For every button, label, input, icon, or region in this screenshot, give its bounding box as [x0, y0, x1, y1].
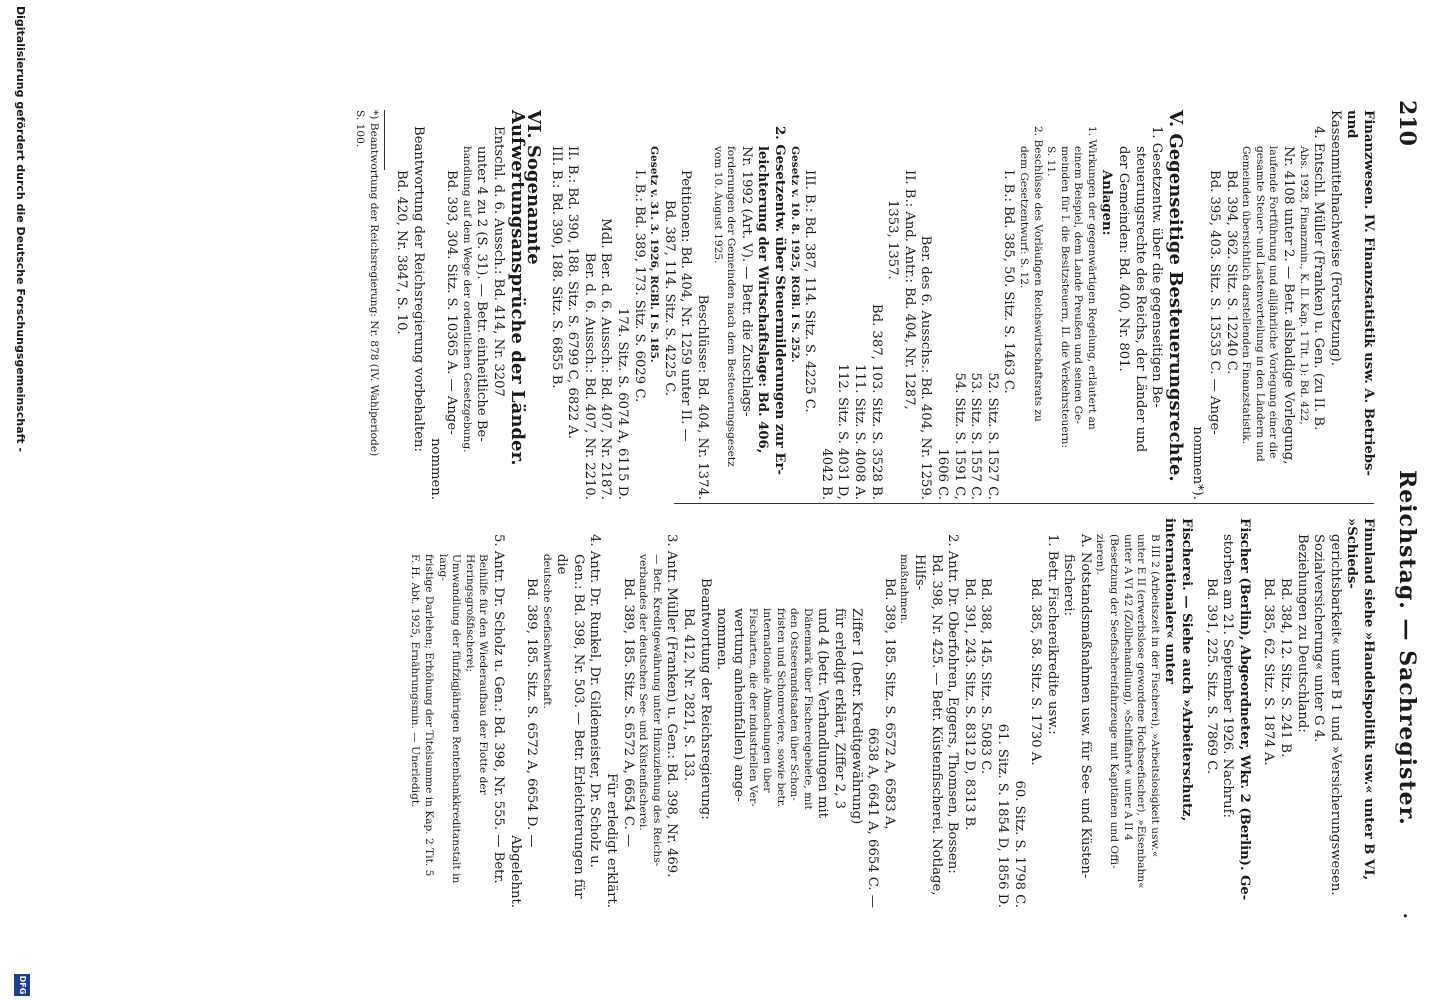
- left-column-line: forderungen der Gemeinden nach dem Besteuerungsgesetz: [725, 146, 738, 467]
- right-column-line: Dänemark über Fischereigebiete, mit: [801, 608, 814, 810]
- right-column-line: Bd. 385, 62. Sitz. S. 1874 A.: [1261, 578, 1277, 766]
- right-column-line: nommen.: [714, 608, 730, 670]
- right-column-line: Fischarten, die der industriellen Ver-: [747, 608, 760, 807]
- left-column-line: Entschl. d. 6. Aussch.: Bd. 414, Nr. 3207: [490, 126, 506, 397]
- right-column-line: Bd. 385, 58. Sitz. S. 1730 A.: [1028, 578, 1044, 766]
- left-column-line: Finanzwesen. IV. Finanzstatistik usw. A. Betriebs- und: [1344, 110, 1376, 476]
- left-column-line: II. B.: And. Antr.: Bd. 404, Nr. 1287,: [901, 170, 917, 410]
- left-column-line: 54. Sitz. S. 1591 C,: [951, 372, 967, 500]
- page-number: 210: [1394, 100, 1420, 146]
- left-column-line: gesamte Steuer- und Lastenverteilung in den Ländern und: [1253, 146, 1266, 462]
- left-column-line: I. B.: Bd. 389, 173. Sitz. S. 6029 C.: [631, 170, 647, 403]
- left-column-line: Bd. 420, Nr. 3847, S. 10.: [394, 170, 410, 335]
- right-column-line: wertung anheimfallen) ange-: [730, 608, 746, 802]
- right-column-line: Bd. 391, 225. Sitz. S. 7869 C.: [1203, 578, 1219, 775]
- right-column-line: und 4 (betr. Verhandlungen mit: [815, 608, 831, 818]
- right-column-line: internationale Abmachungen über: [761, 608, 774, 793]
- left-column-line: leichterung der Wirtschaftslage: Bd. 406,: [755, 146, 771, 454]
- right-column-line: [1252, 518, 1260, 908]
- column-divider: [674, 503, 1374, 504]
- right-column-line: Bd. 389, 185. Sitz. S. 6572 A, 6654 C. —: [620, 578, 636, 848]
- left-column-line: Abs. 1928, Finanzmin., K. II. Kap. 1 Tit. 1): Bd. 422,: [1297, 146, 1310, 425]
- right-column-line: verbandes der deutschen See- und Küstenfischerei.: [637, 554, 650, 831]
- page-header: [1386, 100, 1426, 920]
- left-column-line: Ber. des 6. Ausschs.: Bd. 404, Nr. 1259.: [918, 235, 934, 500]
- right-column-line: Bd. 398, Nr. 425. — Betr. Küstenfischerei. Notlage, Hilfs-: [911, 554, 944, 896]
- right-column-line: 60. Sitz. S. 1798 C.: [1011, 780, 1027, 908]
- left-column-line: Mdl. Ber. d. 6. Aussch.: Bd. 407, Nr. 2187.: [598, 218, 614, 500]
- left-column-line: steuerungsrechte des Reichs, der Länder und: [1132, 146, 1148, 453]
- right-column-line: — Betr. Kreditgewährung unter Hinzuziehung des Reichs-: [650, 554, 663, 867]
- right-column-line: den Ostseerandstaaten über Schon-: [788, 608, 801, 801]
- left-column-line: dem Gesetzentwurf: S. 12.: [1017, 146, 1030, 289]
- left-column-line: 1. Wirkungen der gegenwärtigen Regelung, erläutert an: [1085, 126, 1098, 430]
- right-column-line: Für erledigt erklärt.: [604, 773, 620, 908]
- left-column-line: Gesetz v. 10. 8. 1925, RGBl. I S. 252.: [788, 146, 801, 363]
- left-column-line: 174. Sitz. S. 6074 A, 6115 D.: [615, 307, 631, 500]
- right-column-line: Bd. 389, 185. Sitz. S. 6572 A, 6583 A,: [881, 578, 897, 830]
- left-column-line: nommen.: [427, 438, 443, 500]
- left-column-line: Beschlüsse: Bd. 404, Nr. 1374.: [695, 294, 711, 500]
- left-column-line: Bd. 387, 114. Sitz. S. 4225 C.: [661, 200, 677, 397]
- right-column-line: fischerei:: [1061, 554, 1077, 617]
- left-column-line: handlung auf dem Wege der ordentlichen Gesetzgebung.: [460, 146, 473, 453]
- left-column-line: einem Beispiel, dem Lande Preußen und seinen Ge-: [1072, 146, 1085, 424]
- right-column-line: Bd. 384, 12. Sitz. S. 241 B.: [1278, 578, 1294, 758]
- left-column-line: Beantwortung der Reichsregierung vorbehalten:: [410, 126, 426, 452]
- left-column-line: 111. Sitz. S. 4008 A.: [852, 364, 867, 500]
- right-column-line: Beantwortung der Reichsregierung:: [697, 578, 713, 820]
- left-column-line: S. 11.: [1045, 146, 1058, 177]
- left-column-line: III. B.: Bd. 390, 188. Sitz. S. 6855 B.: [548, 146, 564, 389]
- left-column-line: I. B.: Bd. 385, 50. Sitz. S. 1463 C.: [1001, 170, 1017, 394]
- left-column-line: Nr. 4108 unter 2. — Betr. alsbaldige Vorlegung,: [1281, 146, 1297, 465]
- right-column-line: Ziffer 1 (betr. Kreditgewährung): [848, 608, 864, 825]
- header-mark: .: [1398, 912, 1426, 920]
- left-column-line: vom 10. August 1925.: [711, 146, 724, 264]
- left-column-line: 1353, 1357.: [885, 200, 901, 280]
- right-column-line: Sozialversicherung« unter G 4.: [1311, 534, 1327, 743]
- right-column-line: Umwandlung der fünfzigjährigen Rentenbankkreditanstalt in lang-: [436, 554, 463, 884]
- left-column-line: Anlagen:: [1099, 170, 1115, 236]
- right-column-line: fristige Darlehen; Erhöhung der Titelsumme in Kap. 2 Tit. 5: [422, 554, 435, 877]
- right-column-line: Bd. 388, 145. Sitz. S. 5083 C.: [978, 578, 994, 775]
- running-title: Reichstag. — Sachregister.: [1394, 470, 1420, 826]
- left-column-line: 4. Entschl. Müller (Franken) u. Gen. (zu II. B.: [1311, 126, 1327, 431]
- left-column-line: VI. Sogenannte Aufwertungsansprüche der Länder.: [506, 110, 545, 466]
- left-column-line: 1. Gesetzentw. über die gegenseitigen Be-: [1149, 126, 1165, 408]
- left-column-line: 4042 B.: [818, 448, 834, 500]
- right-column-line: Beziehungen zu Deutschland:: [1294, 534, 1310, 733]
- right-column-line: B III 2 (Arbeitszeit in der Fischerei), »Arbeitslosigkeit usw.«: [1148, 534, 1161, 858]
- left-column-line: Bd. 394, 362. Sitz. S. 12240 C.: [1223, 170, 1239, 375]
- right-column-line: gerichtsbarkeit« unter B 1 und »Versicherungswesen.: [1327, 534, 1343, 896]
- left-column-line: der Gemeinden: Bd. 400, Nr. 801.: [1116, 146, 1132, 372]
- left-column-line: II. B.: Bd. 390, 188. Sitz. S. 6799 C, 6822 A.: [565, 146, 581, 440]
- left-column-line: Gemeinden übersichtlich darstellenden Finanzstatistik.: [1240, 146, 1253, 445]
- right-column-line: fristen und Schonreviere, sowie betr.: [774, 608, 787, 808]
- right-column-line: Bd. 412, Nr. 2821, S. 133.: [681, 608, 697, 782]
- right-column-line: 6638 A, 6641 A, 6654 C. —: [865, 727, 881, 908]
- left-column-line: 52. Sitz. S. 1527 C.: [984, 372, 1000, 500]
- left-column-line: 112. Sitz. S. 4031 D,: [835, 363, 851, 500]
- right-column-line: Beihilfe für den Wiederaufbau der Flotte der Heringsgroßfischerei;: [463, 554, 490, 795]
- right-column-line: Bd. 389, 185. Sitz. S. 6572 A, 6654 D. —: [524, 578, 540, 848]
- right-column-line: 5. Antr. Dr. Scholz u. Gen.: Bd. 398, Nr. 555. — Betr.: [490, 534, 506, 884]
- digitization-credit: [8, 6, 32, 996]
- right-column-line: (Besetzung der Seefischereifahrzeuge mit Kapitänen und Offi-: [1108, 534, 1121, 869]
- right-column-line: deutsche Seefischwirtschaft.: [540, 554, 553, 709]
- left-column-line: III. B.: Bd. 387, 114. Sitz. S. 4225 C.: [802, 170, 818, 413]
- credit-text: Digitalisierung gefördert durch die Deutsche Forschungsgemeinschaft -: [14, 6, 27, 453]
- left-column-line: 2. Gesetzentw. über Steuermilderungen zur Er-: [772, 126, 788, 475]
- right-column-line: maßnahmen.: [898, 554, 911, 624]
- right-column-line: Fischerei. — Siehe auch »Arbeiterschutz, internationaler« unter: [1162, 518, 1195, 822]
- right-column-line: A. Notstandsmaßnahmen usw. für See- und Küsten-: [1077, 534, 1093, 879]
- left-column-line: Kassenmittelnachweise (Fortsetzung).: [1327, 110, 1343, 366]
- left-column-line: 1606 C.: [934, 448, 950, 500]
- left-column-line: Nr. 1992 (Art. V). — Betr. die Zuschlags-: [738, 146, 754, 417]
- right-column-line: Fischer (Berlin), Abgeordneter, Wkr. 2 (Berlin). Ge-: [1236, 518, 1252, 901]
- right-column-line: 1. Betr. Fischereikredite usw.:: [1044, 534, 1060, 735]
- right-column-line: Bd. 391, 243. Sitz. S. 8312 D, 8313 B.: [961, 578, 977, 831]
- right-column-line: Finnland siehe »Handelspolitik usw.« unter B VI, »Schieds-: [1344, 518, 1376, 881]
- right-column-line: [1194, 518, 1202, 908]
- left-column-line: Bd. 395, 403. Sitz. S. 13535 C. — Ange-: [1207, 170, 1223, 435]
- footnote-rule: [384, 110, 385, 170]
- right-column-line: F. H. Abt. 1925, Ernährungsmin. — Unerledigt.: [409, 554, 422, 808]
- left-column-line: V. Gegenseitige Besteuerungsrechte.: [1164, 110, 1186, 482]
- left-column-line: meinden für I. die Besitzsteuern, II. die Verkehrsteuern:: [1058, 146, 1071, 449]
- right-column-line: unter E II (erwerbslose gewordene Hochseefischer), »Eisenbahn«: [1135, 534, 1148, 889]
- right-column-line: für erledigt erklärt, Ziffer 2, 3: [832, 608, 847, 809]
- right-column-line: 4. Antr. Dr. Runkel, Dr. Gildemeister, Dr. Scholz u.: [587, 534, 603, 868]
- right-column-line: Gen.: Bd. 398, Nr. 503. — Betr. Erleichterungen für die: [554, 554, 586, 899]
- footnote-line: S. 100.: [354, 110, 367, 148]
- right-column-line: unter A VI 42 (Zollbehandlung), »Schiffahrt« unter A II 4: [1121, 534, 1134, 841]
- left-column-line: nommen*).: [1190, 426, 1206, 500]
- left-column-line: Bd. 387, 103. Sitz. S. 3528 B.: [868, 303, 884, 500]
- left-column-line: Petitionen: Bd. 404, Nr. 1259 unter II. —: [678, 170, 694, 442]
- left-column-line: unter 4 zu 2 (S. 31). — Betr. einheitliche Be-: [474, 146, 490, 442]
- left-column-line: Bd. 393, 304. Sitz. S. 10365 A. — Ange-: [444, 170, 460, 435]
- right-column-line: zieren).: [1094, 534, 1107, 575]
- right-column-line: 3. Antr. Müller (Franken) u. Gen.: Bd. 398, Nr. 469.: [664, 534, 680, 878]
- left-column-line: 2. Beschlüsse des Vorläufigen Reichswirtschaftsrats zu: [1031, 126, 1044, 422]
- right-column-line: 61. Sitz. S. 1854 D, 1856 D.: [994, 723, 1010, 908]
- right-column-line: 2. Antr. Dr. Oberfohren, Eggers, Thomsen, Bossen:: [945, 534, 961, 874]
- left-column-line: Ber. d. 6. Aussch.: Bd. 407, Nr. 2210.: [581, 252, 597, 500]
- right-column: [408, 518, 1376, 908]
- right-column-line: Abgelehnt.: [507, 835, 523, 908]
- left-column-line: 53. Sitz. S. 1557 C.: [968, 372, 984, 500]
- left-column: [353, 110, 1376, 500]
- right-column-line: storben am 21. September 1926. Nachruf:: [1220, 534, 1236, 818]
- left-column-line: Gesetz v. 31. 3. 1926, RGBl. I S. 185.: [648, 146, 661, 363]
- footnote-line: *) Beantwortung der Reichsregierung: Nr. 878 (IV. Wahlperiode): [367, 110, 380, 457]
- left-column-line: laufende Fortführung und alljährliche Vorlegung einer die: [1267, 146, 1280, 459]
- dfg-logo: DFG: [14, 974, 30, 996]
